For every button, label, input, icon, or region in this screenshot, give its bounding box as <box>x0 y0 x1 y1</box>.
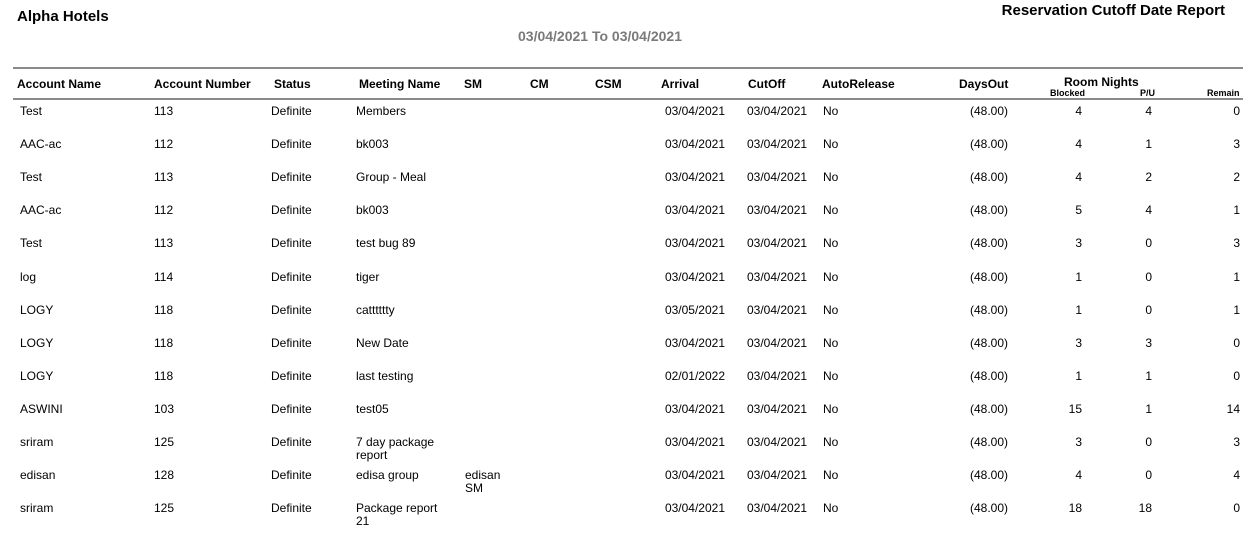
table-row <box>0 337 1243 370</box>
cell-blocked: 15 <box>1068 401 1082 416</box>
cell-status: Definite <box>271 501 312 516</box>
col-account-number: Account Number <box>154 77 251 91</box>
cell-pu: 1 <box>1145 401 1152 416</box>
table-row <box>0 171 1243 204</box>
cell-account-name: LOGY <box>20 302 54 317</box>
cell-remain: 3 <box>1233 137 1240 152</box>
cell-arrival: 03/04/2021 <box>664 236 725 251</box>
cell-arrival: 03/04/2021 <box>664 269 725 284</box>
cell-cutoff: 03/04/2021 <box>747 170 808 185</box>
cell-blocked: 3 <box>1075 335 1082 350</box>
cell-account-number: 125 <box>154 501 175 516</box>
cell-daysout: (48.00) <box>969 269 1008 284</box>
cell-meeting-name: bk003 <box>356 137 389 152</box>
cell-status: Definite <box>271 468 312 483</box>
cell-arrival: 03/04/2021 <box>664 435 725 449</box>
col-cutoff: CutOff <box>748 77 786 91</box>
cell-account-number: 128 <box>154 468 175 483</box>
cell-cutoff: 03/04/2021 <box>747 401 808 416</box>
table-row <box>0 403 1243 436</box>
cell-arrival: 03/04/2021 <box>664 468 725 483</box>
cell-blocked: 3 <box>1075 435 1082 449</box>
table-row <box>0 370 1243 403</box>
cell-meeting-name: 7 day package report <box>356 435 435 462</box>
cell-pu: 1 <box>1145 137 1152 152</box>
cell-autorelease: No <box>823 468 839 483</box>
cell-pu: 0 <box>1145 468 1152 483</box>
cell-remain: 1 <box>1233 203 1240 218</box>
cell-remain: 4 <box>1233 468 1240 483</box>
cell-autorelease: No <box>823 269 839 284</box>
report-title: Reservation Cutoff Date Report <box>1001 2 1225 19</box>
col-remain: Remain <box>1207 88 1240 98</box>
cell-meeting-name: test bug 89 <box>356 236 416 251</box>
cell-account-number: 112 <box>154 137 174 152</box>
cell-account-number: 118 <box>154 335 174 350</box>
table-row <box>0 138 1243 171</box>
cell-remain: 14 <box>1226 401 1240 416</box>
cell-cutoff: 03/04/2021 <box>747 203 808 218</box>
cell-remain: 0 <box>1233 368 1240 383</box>
cell-blocked: 1 <box>1075 302 1082 317</box>
cell-pu: 4 <box>1145 104 1152 118</box>
cell-autorelease: No <box>823 501 839 516</box>
cell-account-name: ASWINI <box>20 401 63 416</box>
col-csm: CSM <box>595 77 622 91</box>
cell-meeting-name: edisa group <box>356 468 419 483</box>
header-top-rule <box>13 67 1243 69</box>
cell-status: Definite <box>271 236 312 251</box>
table-row <box>0 105 1243 138</box>
cell-meeting-name: Package report 21 <box>356 501 438 529</box>
cell-blocked: 1 <box>1075 368 1082 383</box>
cell-meeting-name: New Date <box>356 335 409 350</box>
cell-status: Definite <box>271 203 312 218</box>
cell-remain: 1 <box>1233 302 1240 317</box>
cell-account-name: Test <box>20 104 43 118</box>
table-row <box>0 469 1243 502</box>
cell-account-number: 113 <box>154 104 174 118</box>
cell-arrival: 02/01/2022 <box>664 368 725 383</box>
col-room-nights: Room Nights <box>1064 75 1139 89</box>
date-range: 03/04/2021 To 03/04/2021 <box>518 28 682 44</box>
col-meeting-name: Meeting Name <box>359 77 441 91</box>
cell-remain: 2 <box>1233 170 1240 185</box>
cell-arrival: 03/04/2021 <box>664 501 725 516</box>
cell-cutoff: 03/04/2021 <box>747 104 808 118</box>
table-row <box>0 436 1243 469</box>
cell-autorelease: No <box>823 335 839 350</box>
cell-cutoff: 03/04/2021 <box>747 435 808 449</box>
cell-account-name: log <box>20 269 37 284</box>
cell-sm: edisan SM <box>465 468 501 496</box>
table-row <box>0 204 1243 237</box>
cell-arrival: 03/04/2021 <box>664 203 725 218</box>
cell-pu: 0 <box>1145 269 1152 284</box>
cell-pu: 1 <box>1145 368 1152 383</box>
table-row <box>0 304 1243 337</box>
cell-cutoff: 03/04/2021 <box>747 501 808 516</box>
cell-blocked: 4 <box>1075 137 1082 152</box>
cell-daysout: (48.00) <box>969 302 1008 317</box>
cell-pu: 2 <box>1145 170 1152 185</box>
cell-account-number: 112 <box>154 203 174 218</box>
cell-blocked: 4 <box>1075 104 1082 118</box>
cell-autorelease: No <box>823 104 839 118</box>
cell-account-name: Test <box>20 170 43 185</box>
cell-cutoff: 03/04/2021 <box>747 335 808 350</box>
cell-status: Definite <box>271 335 312 350</box>
cell-daysout: (48.00) <box>969 335 1008 350</box>
cell-autorelease: No <box>823 170 839 185</box>
cell-daysout: (48.00) <box>969 137 1008 152</box>
cell-pu: 18 <box>1138 501 1152 516</box>
cell-account-number: 113 <box>154 170 174 185</box>
cell-account-name: sriram <box>20 435 54 449</box>
cell-blocked: 18 <box>1068 501 1082 516</box>
cell-arrival: 03/04/2021 <box>664 401 725 416</box>
cell-remain: 0 <box>1233 501 1240 516</box>
cell-arrival: 03/04/2021 <box>664 335 725 350</box>
col-pu: P/U <box>1140 88 1156 98</box>
cell-autorelease: No <box>823 236 839 251</box>
cell-status: Definite <box>271 368 312 383</box>
cell-autorelease: No <box>823 302 839 317</box>
cell-autorelease: No <box>823 137 839 152</box>
cell-account-number: 125 <box>154 435 175 449</box>
table-row <box>0 271 1243 304</box>
cell-daysout: (48.00) <box>969 435 1008 449</box>
cell-meeting-name: bk003 <box>356 203 389 218</box>
cell-remain: 0 <box>1233 335 1240 350</box>
cell-daysout: (48.00) <box>969 468 1008 483</box>
cell-blocked: 4 <box>1075 170 1082 185</box>
cell-daysout: (48.00) <box>969 368 1008 383</box>
cell-account-number: 118 <box>154 368 174 383</box>
cell-account-number: 103 <box>154 401 175 416</box>
cell-daysout: (48.00) <box>969 501 1008 516</box>
cell-status: Definite <box>271 137 312 152</box>
table-row <box>0 237 1243 270</box>
col-cm: CM <box>530 77 549 91</box>
cell-meeting-name: Group - Meal <box>356 170 427 185</box>
cell-arrival: 03/05/2021 <box>664 302 725 317</box>
cell-account-name: sriram <box>20 501 54 516</box>
cell-cutoff: 03/04/2021 <box>747 468 808 483</box>
cell-meeting-name: tiger <box>356 269 380 284</box>
cell-remain: 3 <box>1233 435 1240 449</box>
cell-daysout: (48.00) <box>969 401 1008 416</box>
cell-meeting-name: Members <box>356 104 407 118</box>
cell-status: Definite <box>271 269 312 284</box>
cell-pu: 3 <box>1145 335 1152 350</box>
cell-remain: 1 <box>1233 269 1240 284</box>
col-autorelease: AutoRelease <box>822 77 895 91</box>
col-blocked: Blocked <box>1050 88 1086 98</box>
cell-daysout: (48.00) <box>969 104 1008 118</box>
col-sm: SM <box>464 77 482 91</box>
cell-autorelease: No <box>823 368 839 383</box>
cell-autorelease: No <box>823 203 839 218</box>
cell-account-number: 113 <box>154 236 174 251</box>
table-row <box>0 502 1243 535</box>
cell-status: Definite <box>271 401 312 416</box>
cell-status: Definite <box>271 302 312 317</box>
cell-blocked: 5 <box>1075 203 1082 218</box>
cell-daysout: (48.00) <box>969 203 1008 218</box>
cell-status: Definite <box>271 104 312 118</box>
cell-arrival: 03/04/2021 <box>664 137 725 152</box>
cell-arrival: 03/04/2021 <box>664 104 725 118</box>
cell-meeting-name: catttttty <box>356 302 395 317</box>
cell-account-name: AAC-ac <box>20 203 62 218</box>
col-status: Status <box>274 77 311 91</box>
col-daysout: DaysOut <box>959 77 1009 91</box>
cell-cutoff: 03/04/2021 <box>747 137 808 152</box>
cell-cutoff: 03/04/2021 <box>747 302 808 317</box>
cell-account-name: LOGY <box>20 335 54 350</box>
cell-account-name: AAC-ac <box>20 137 62 152</box>
cell-cutoff: 03/04/2021 <box>747 269 808 284</box>
cell-daysout: (48.00) <box>969 236 1008 251</box>
cell-account-name: Test <box>20 236 43 251</box>
cell-status: Definite <box>271 170 312 185</box>
cell-pu: 0 <box>1145 435 1152 449</box>
cell-arrival: 03/04/2021 <box>664 170 725 185</box>
cell-daysout: (48.00) <box>969 170 1008 185</box>
cell-pu: 0 <box>1145 302 1152 317</box>
cell-meeting-name: last testing <box>356 368 414 383</box>
cell-autorelease: No <box>823 401 839 416</box>
cell-blocked: 3 <box>1075 236 1082 251</box>
cell-cutoff: 03/04/2021 <box>747 368 808 383</box>
cell-meeting-name: test05 <box>356 401 389 416</box>
cell-account-name: LOGY <box>20 368 54 383</box>
header-bottom-rule <box>13 98 1243 100</box>
cell-pu: 0 <box>1145 236 1152 251</box>
cell-account-name: edisan <box>20 468 56 483</box>
cell-blocked: 1 <box>1075 269 1082 284</box>
cell-cutoff: 03/04/2021 <box>747 236 808 251</box>
cell-remain: 3 <box>1233 236 1240 251</box>
cell-pu: 4 <box>1145 203 1152 218</box>
cell-autorelease: No <box>823 435 839 449</box>
cell-blocked: 4 <box>1075 468 1082 483</box>
col-account-name: Account Name <box>17 77 102 91</box>
cell-account-number: 118 <box>154 302 174 317</box>
cell-remain: 0 <box>1233 104 1240 118</box>
cell-account-number: 114 <box>154 269 174 284</box>
company-name: Alpha Hotels <box>17 8 109 25</box>
cell-status: Definite <box>271 435 312 449</box>
col-arrival: Arrival <box>661 77 700 91</box>
